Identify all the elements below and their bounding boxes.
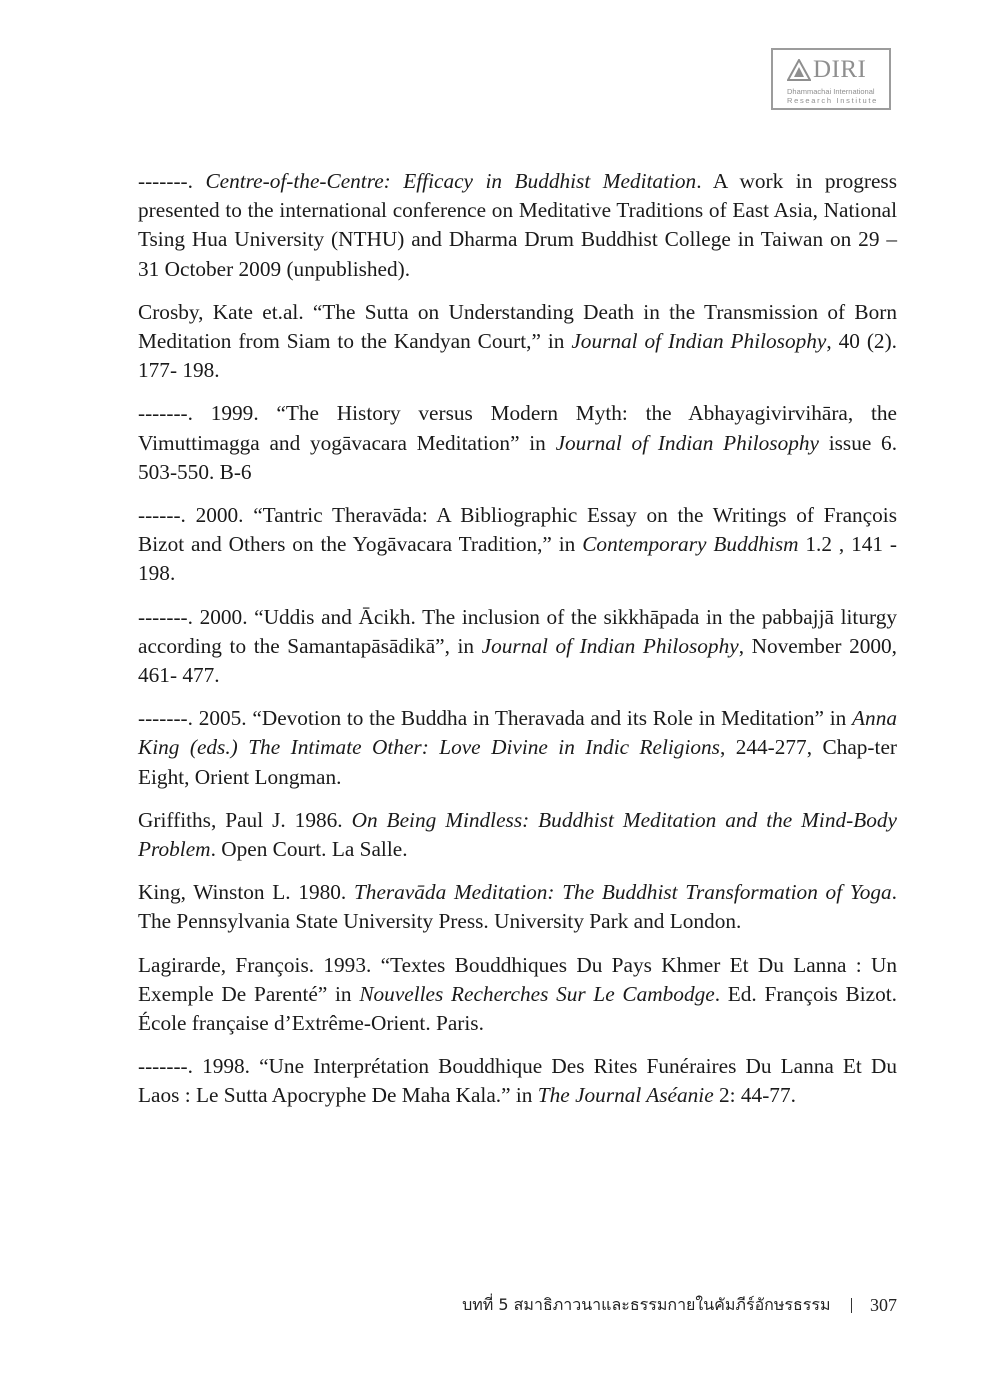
- entry-text: , November 2000, 461- 477.: [138, 633, 897, 688]
- entry-text: 2: 44-77.: [713, 1083, 796, 1108]
- bibliography-entry: [138, 167, 897, 284]
- entry-title-italic: Contemporary Buddhism: [582, 532, 799, 557]
- entry-text: Lagirarde, François. 1993. “Textes Bouddhiques Du Pays Khmer Et Du Lanna : Un Exemple De Parenté” in: [138, 952, 897, 1006]
- bibliography-entry: [138, 603, 897, 691]
- triangle-logo-icon: [787, 59, 811, 81]
- entry-text: -------. 2005. “Devotion to the Buddha in Theravada and its Role in Meditation” in: [138, 706, 853, 731]
- entry-text: -------. 1999. “The History versus Modern Myth: the Abhayagivirvihāra, the Vimuttimagga and yogāvacara Meditation” in: [138, 401, 897, 455]
- entry-text: 1.2 , 141 - 198.: [138, 532, 898, 586]
- bibliography-entry: [138, 704, 897, 792]
- entry-text: Crosby, Kate et.al. “The Sutta on Understanding Death in the Transmission of Born Meditation from Siam to the Kandyan Court,” in: [138, 299, 897, 354]
- entry-text: . Ed. François Bizot. École française d’Extrême-Orient. Paris.: [138, 981, 898, 1036]
- entry-text: -------. 2000. “Uddis and Ācikh. The inclusion of the sikkhāpada in the pabbajjā liturgy according to the Samantapāsādikā”, in: [138, 604, 897, 658]
- logo-subtitle-line1: Dhammachai International: [787, 87, 875, 96]
- bibliography: [138, 167, 897, 1125]
- page-footer: [462, 1291, 897, 1319]
- bibliography-entry: [138, 298, 897, 386]
- institute-logo: [771, 48, 891, 110]
- bibliography-entry: [138, 878, 897, 936]
- entry-text: . The Pennsylvania State University Press. University Park and London.: [138, 880, 897, 934]
- entry-title-italic: Theravāda Meditation: The Buddhist Transformation of Yoga: [353, 880, 892, 905]
- bibliography-entry: [138, 501, 897, 589]
- bibliography-entry: [138, 806, 897, 864]
- entry-text: King, Winston L. 1980.: [138, 880, 354, 905]
- bibliography-entry: [138, 951, 897, 1039]
- footer-divider: [851, 1298, 853, 1313]
- entry-text: -------.: [138, 169, 206, 193]
- bibliography-entry: [138, 1052, 897, 1110]
- entry-title-italic: The Journal Aséanie: [537, 1083, 714, 1108]
- entry-title-italic: Centre-of-the-Centre: Efficacy in Buddhist Meditation: [205, 169, 697, 193]
- entry-title-italic: Nouvelles Recherches Sur Le Cambodge: [359, 981, 715, 1006]
- entry-title-italic: Journal of Indian Philosophy: [555, 430, 819, 455]
- entry-text: , 244-277, Chap-ter Eight, Orient Longman.: [138, 735, 897, 789]
- chapter-title: บทที่ 5 สมาธิภาวนาและธรรมกายในคัมภีร์อักษรธรรม: [462, 1294, 831, 1314]
- entry-text: . A work in progress presented to the international conference on Meditative Traditions of East Asia, National Tsing Hua University (NTHU) and Dharma Drum Buddhist College in Taiwan on 29 – 31 October 2009 (unpublished).: [138, 169, 897, 281]
- entry-text: issue 6. 503-550. B-6: [138, 430, 898, 484]
- entry-title-italic: Journal of Indian Philosophy: [571, 329, 827, 354]
- entry-text: ------. 2000. “Tantric Theravāda: A Bibliographic Essay on the Writings of François Bizot and Others on the Yogāvacara Tradition,” in: [138, 503, 897, 557]
- entry-text: Griffiths, Paul J. 1986.: [138, 807, 352, 832]
- entry-text: . Open Court. La Salle.: [210, 837, 408, 862]
- entry-title-italic: Journal of Indian Philosophy: [481, 633, 739, 658]
- entry-title-italic: On Being Mindless: Buddhist Meditation and the Mind-Body Problem: [138, 807, 897, 862]
- logo-subtitle-line2: Research Institute: [787, 96, 879, 105]
- bibliography-entry: [138, 399, 897, 487]
- entry-title-italic: Anna King (eds.) The Intimate Other: Love Divine in Indic Religions: [138, 706, 897, 760]
- page-number: 307: [870, 1294, 897, 1315]
- entry-text: -------. 1998. “Une Interprétation Bouddhique Des Rites Funéraires Du Lanna Et Du Laos : Le Sutta Apocryphe De Maha Kala.” in: [138, 1054, 897, 1108]
- entry-text: , 40 (2). 177- 198.: [138, 329, 898, 383]
- logo-letters: DIRI: [813, 56, 867, 83]
